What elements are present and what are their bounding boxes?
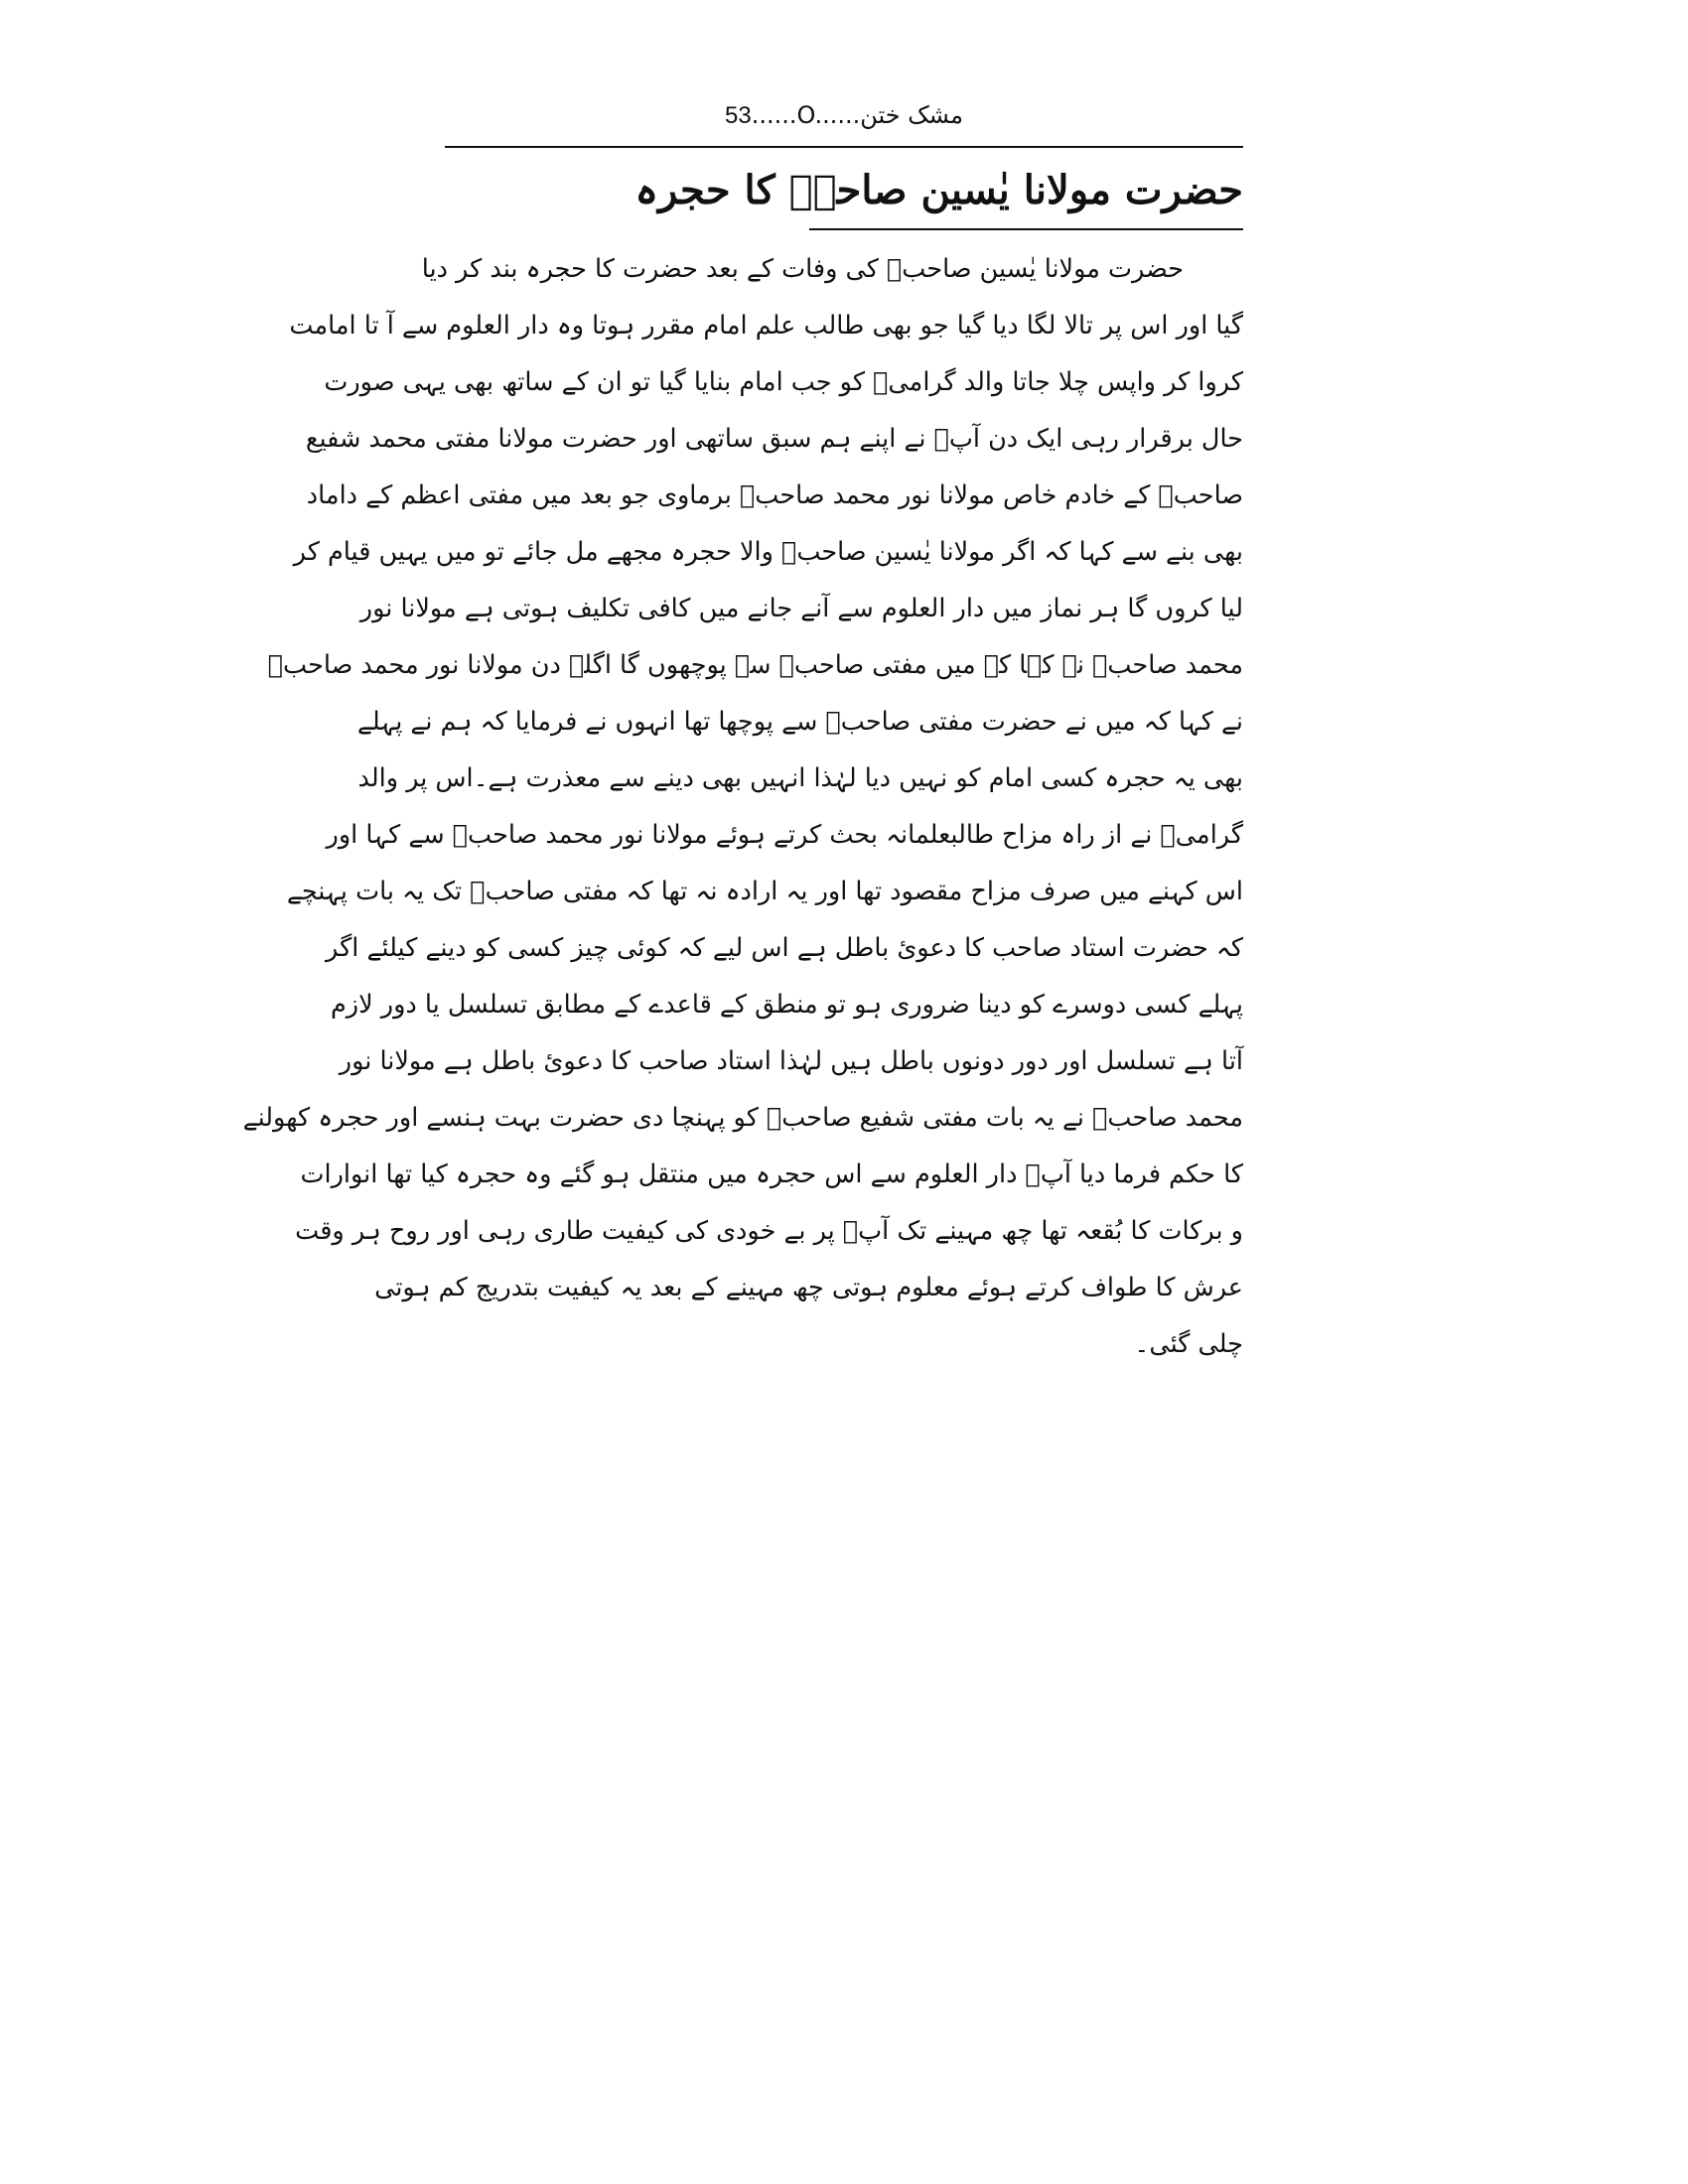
body-line: چلی گئی۔: [1134, 1329, 1243, 1359]
body-line: پہلے کسی دوسرے کو دینا ضروری ہو تو منطق کے قاعدے کے مطابق تسلسل یا دور لازم: [331, 990, 1243, 1020]
body-line: و برکات کا بُقعہ تھا چھ مہینے تک آپؒ پر بے خودی کی کیفیت طاری رہی اور روح ہر وقت: [295, 1216, 1243, 1246]
body-line: آتا ہے تسلسل اور دور دونوں باطل ہیں لہٰذا استاد صاحب کا دعوئ باطل ہے مولانا نور: [339, 1046, 1243, 1076]
body-line: کروا کر واپس چلا جاتا والد گرامیؒ کو جب امام بنایا گیا تو ان کے ساتھ بھی یہی صورت: [324, 367, 1243, 397]
body-text: [242, 241, 1243, 1373]
body-line: کا حکم فرما دیا آپؒ دار العلوم سے اس حجرہ میں منتقل ہو گئے وہ حجرہ کیا تھا انوارات: [300, 1160, 1243, 1189]
body-line: حضرت مولانا یٰسین صاحبؒ کی وفات کے بعد حضرت کا حجرہ بند کر دیا: [421, 254, 1184, 284]
title-underline: [809, 228, 1243, 230]
body-line: گرامیؒ نے از راہ مزاح طالبعلمانہ بحث کرتے ہوئے مولانا نور محمد صاحبؒ سے کہا اور: [326, 820, 1243, 850]
body-line: صاحبؒ کے خادم خاص مولانا نور محمد صاحبؒ برماوی جو بعد میں مفتی اعظم کے داماد: [306, 480, 1243, 510]
page-number: 53: [725, 102, 752, 129]
body-line: محمد صاحبؒ نے یہ بات مفتی شفیع صاحبؒ کو پہنچا دی حضرت بہت ہنسے اور حجرہ کھولنے: [242, 1103, 1243, 1133]
chapter-title: حضرت مولانا یٰسین صاحبؒ کا حجرہ: [634, 167, 1243, 213]
body-line: محمد صاحبؒ نے کہا کہ میں مفتی صاحبؒ سے پوچھوں گا اگلے دن مولانا نور محمد صاحبؒ: [267, 650, 1243, 680]
running-head: [437, 95, 1251, 136]
body-line: عرش کا طواف کرتے ہوئے معلوم ہوتی چھ مہینے کے بعد یہ کیفیت بتدریج کم ہوتی: [374, 1273, 1243, 1302]
running-head-separator: ......O......: [751, 101, 861, 129]
body-line: اس کہنے میں صرف مزاح مقصود تھا اور یہ ارادہ نہ تھا کہ مفتی صاحبؒ تک یہ بات پہنچے: [286, 877, 1243, 906]
body-line: گیا اور اس پر تالا لگا دیا گیا جو بھی طالب علم امام مقرر ہوتا وہ دار العلوم سے آ تا امامت: [289, 311, 1243, 341]
body-line: بھی یہ حجرہ کسی امام کو نہیں دیا لہٰذا انہیں بھی دینے سے معذرت ہے۔اس پر والد: [357, 763, 1243, 793]
chapter-title-block: [445, 155, 1243, 232]
running-head-book-title: مشک ختن: [860, 101, 963, 129]
header-rule: [445, 146, 1243, 148]
body-line: حال برقرار رہی ایک دن آپؒ نے اپنے ہم سبق ساتھی اور حضرت مولانا مفتی محمد شفیع: [305, 424, 1243, 454]
body-line: بھی بنے سے کہا کہ اگر مولانا یٰسین صاحبؒ والا حجرہ مجھے مل جائے تو میں یہیں قیام کر: [293, 537, 1243, 567]
body-line: لیا کروں گا ہر نماز میں دار العلوم سے آنے جانے میں کافی تکلیف ہوتی ہے مولانا نور: [359, 594, 1243, 623]
body-line: کہ حضرت استاد صاحب کا دعوئ باطل ہے اس لیے کہ کوئی چیز کسی کو دینے کیلئے اگر: [326, 933, 1243, 963]
body-line: نے کہا کہ میں نے حضرت مفتی صاحبؒ سے پوچھا تھا انہوں نے فرمایا کہ ہم نے پہلے: [356, 707, 1243, 737]
